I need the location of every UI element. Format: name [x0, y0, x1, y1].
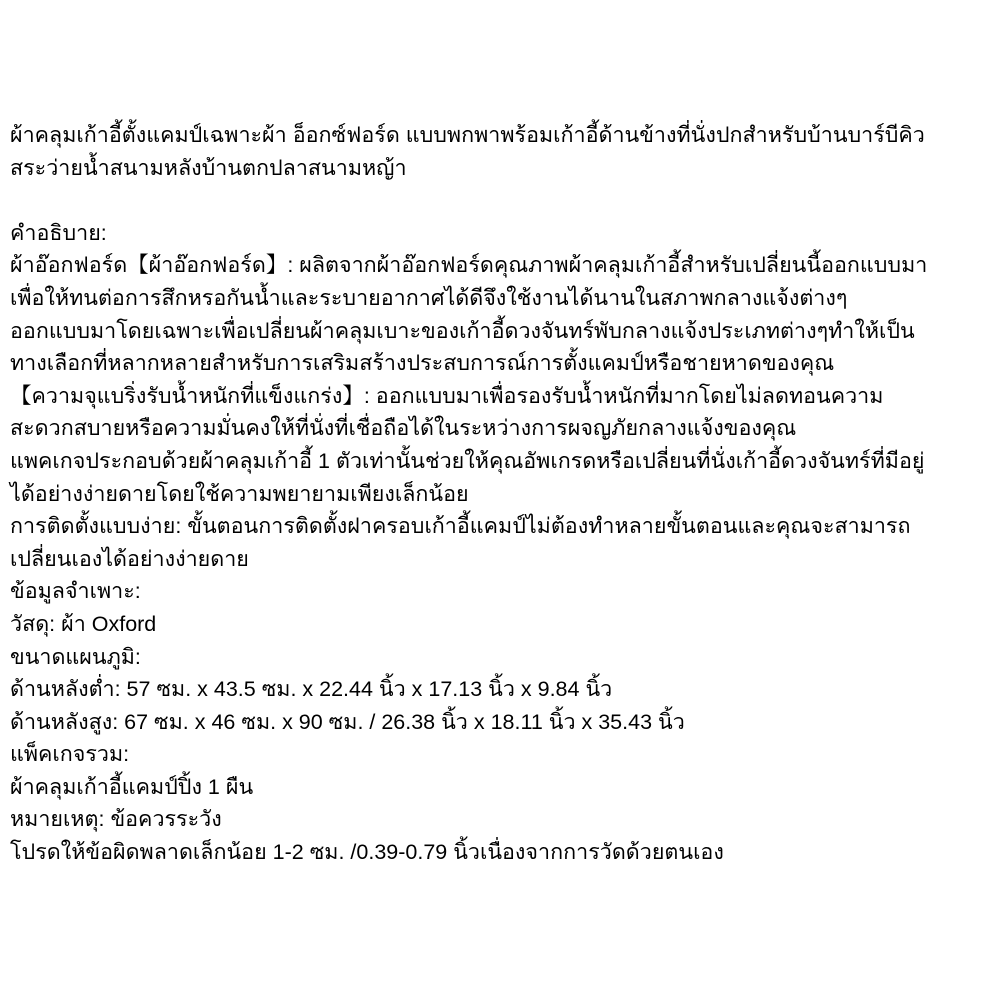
- description-line: ทางเลือกที่หลากหลายสำหรับการเสริมสร้างประสบการณ์การตั้งแคมป์หรือชายหาดของคุณ: [10, 351, 835, 376]
- note-text: โปรดให้ข้อผิดพลาดเล็กน้อย 1-2 ซม. /0.39-0.79 นิ้วเนื่องจากการวัดด้วยตนเอง: [10, 840, 724, 865]
- product-description-document: [10, 119, 995, 869]
- description-line: สะดวกสบายหรือความมั่นคงให้ที่นั่งที่เชื่อถือได้ในระหว่างการผจญภัยกลางแจ้งของคุณ: [10, 416, 797, 441]
- description-line: แพคเกจประกอบด้วยผ้าคลุมเก้าอี้ 1 ตัวเท่านั้นช่วยให้คุณอัพเกรดหรือเปลี่ยนที่นั่งเก้าอี้ดวงจันทร์ที่มีอยู่: [10, 448, 925, 473]
- description-line: เปลี่ยนเองได้อย่างง่ายดาย: [10, 546, 249, 571]
- description-line: ออกแบบมาโดยเฉพาะเพื่อเปลี่ยนผ้าคลุมเบาะของเก้าอี้ดวงจันทร์พับกลางแจ้งประเภทต่างๆทำให้เป็น: [10, 318, 915, 343]
- description-heading: คำอธิบาย:: [10, 220, 107, 245]
- description-line: การติดตั้งแบบง่าย: ขั้นตอนการติดตั้งฝาครอบเก้าอี้แคมป์ไม่ต้องทำหลายขั้นตอนและคุณจะสามารถ: [10, 514, 911, 539]
- product-title-line-2: สระว่ายน้ำสนามหลังบ้านตกปลาสนามหญ้า: [10, 155, 407, 180]
- description-line: 【ความจุแบริ่งรับน้ำหนักที่แข็งแกร่ง】: ออกแบบมาเพื่อรองรับน้ำหนักที่มากโดยไม่ลดทอนความ: [10, 383, 884, 408]
- high-back-dimensions: ด้านหลังสูง: 67 ซม. x 46 ซม. x 90 ซม. / 26.38 นิ้ว x 18.11 นิ้ว x 35.43 นิ้ว: [10, 709, 685, 734]
- description-line: ได้อย่างง่ายดายโดยใช้ความพยายามเพียงเล็กน้อย: [10, 481, 469, 506]
- package-content: ผ้าคลุมเก้าอี้แคมป์ปิ้ง 1 ผืน: [10, 774, 254, 799]
- description-line: เพื่อให้ทนต่อการสึกหรอกันน้ำและระบายอากาศได้ดีจึงใช้งานได้นานในสภาพกลางแจ้งต่างๆ: [10, 285, 848, 310]
- product-title-line-1: ผ้าคลุมเก้าอี้ตั้งแคมป์เฉพาะผ้า อ็อกซ์ฟอร์ด แบบพกพาพร้อมเก้าอี้ด้านข้างที่นั่งปกสำหรับบ้านบาร์บีคิว: [10, 123, 925, 147]
- low-back-dimensions: ด้านหลังต่ำ: 57 ซม. x 43.5 ซม. x 22.44 นิ้ว x 17.13 นิ้ว x 9.84 นิ้ว: [10, 677, 613, 702]
- description-line: ผ้าอ๊อกฟอร์ด【ผ้าอ๊อกฟอร์ด】: ผลิตจากผ้าอ๊อกฟอร์ดคุณภาพผ้าคลุมเก้าอี้สำหรับเปลี่ยนนี้ออกแบบมา: [10, 253, 928, 278]
- specs-heading: ข้อมูลจำเพาะ:: [10, 579, 141, 604]
- note-heading: หมายเหตุ: ข้อควรระวัง: [10, 807, 222, 832]
- floor-plan-heading: ขนาดแผนภูมิ:: [10, 644, 141, 669]
- package-heading: แพ็คเกจรวม:: [10, 742, 130, 767]
- paragraph-gap: [10, 184, 995, 217]
- material-spec: วัสดุ: ผ้า Oxford: [10, 611, 157, 636]
